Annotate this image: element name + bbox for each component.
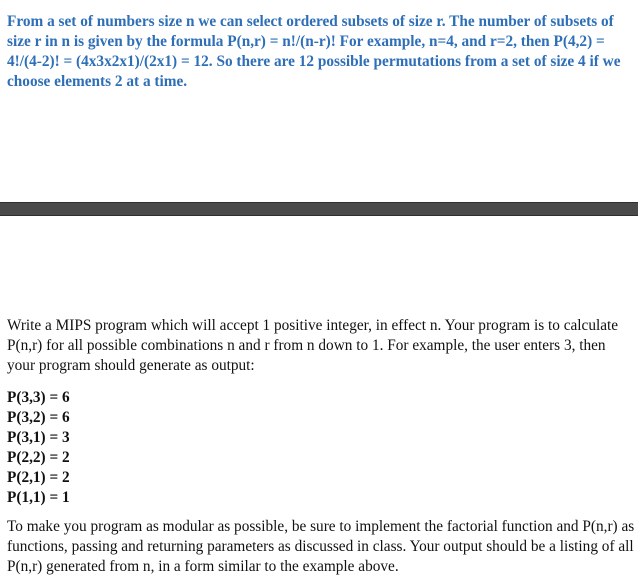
output-line: P(1,1) = 1 (7, 489, 70, 506)
output-line: P(2,2) = 2 (7, 449, 70, 466)
output-line: P(3,1) = 3 (7, 429, 70, 446)
task-description: Write a MIPS program which will accept 1 positive integer, in effect n. Your program is to calculate P(n,r) for all possible combinations n and r from n down to 1. For example, the user enters 3, then your program should generate as output: (7, 317, 619, 374)
output-line: P(3,2) = 6 (7, 409, 70, 426)
example-output-list (7, 388, 307, 508)
output-line: P(2,1) = 2 (7, 469, 70, 486)
modularity-instructions: To make you program as modular as possible, be sure to implement the factorial function and P(n,r) as functions, passing and returning parameters as discussed in class. Your output should be a listing of all P(n,r) generated from n, in a form similar to the example above. (7, 518, 635, 575)
problem-intro: From a set of numbers size n we can select ordered subsets of size r. The number of subsets of size r in n is given by the formula P(n,r) = n!/(n-r)! For example, n=4, and r=2, then P(4,2) = 4!/(4-2)! = (4x3x2x1)/(2x1) = 12. So there are 12 possible permutations from a set of size 4 if we choose elements 2 at a time. (7, 13, 621, 90)
section-divider (0, 202, 638, 216)
output-line: P(3,3) = 6 (7, 389, 70, 406)
